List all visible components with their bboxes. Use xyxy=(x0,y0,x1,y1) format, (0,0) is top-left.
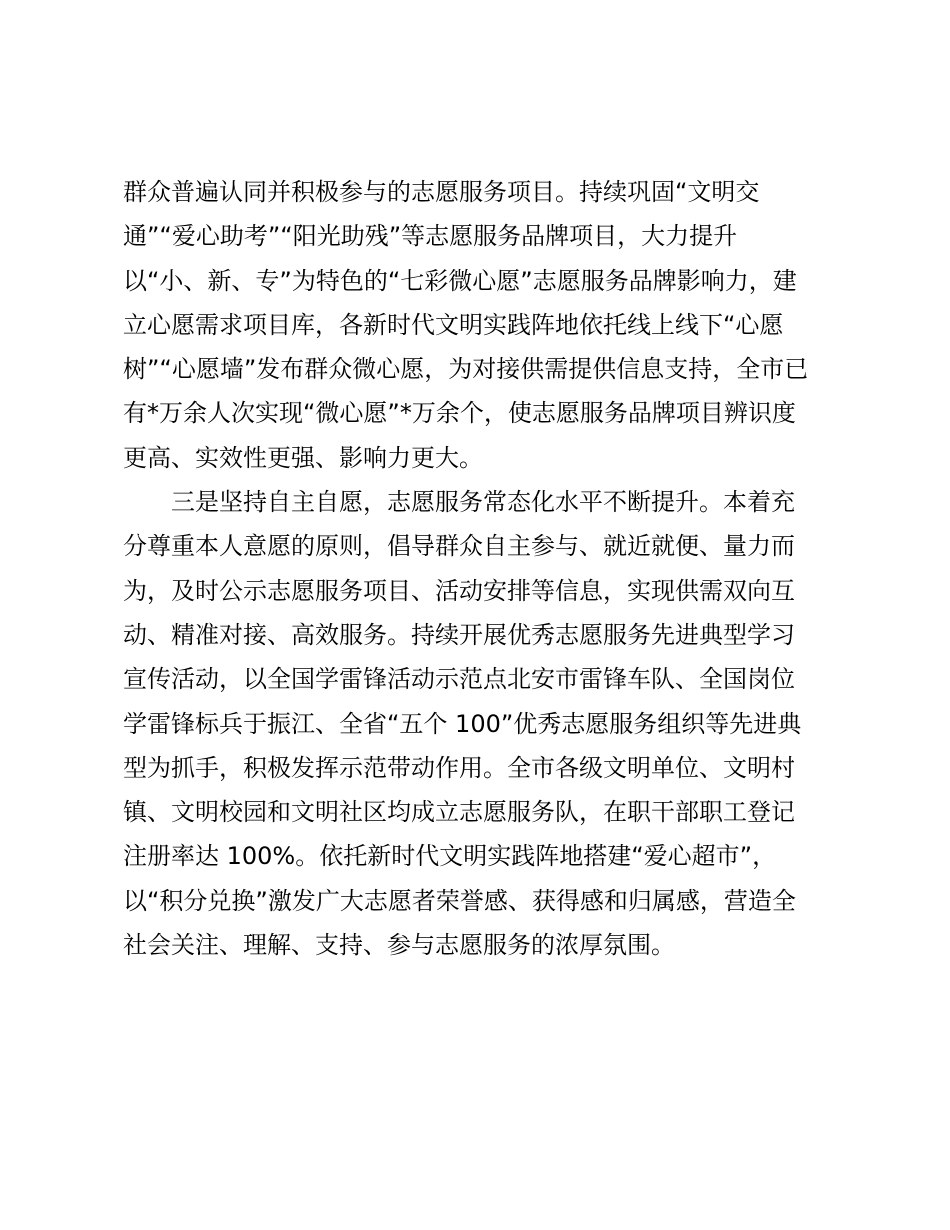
paragraph-line: 镇、文明校园和文明社区均成立志愿服务队，在职干部职工登记 xyxy=(123,798,795,827)
paragraph-line: 动、精准对接、高效服务。持续开展优秀志愿服务先进典型学习 xyxy=(123,620,795,649)
paragraph-line: 分尊重本人意愿的原则，倡导群众自主参与、就近就便、量力而 xyxy=(123,532,795,561)
paragraph-line: 群众普遍认同并积极参与的志愿服务项目。持续巩固“文明交 xyxy=(123,178,760,206)
paragraph-1 xyxy=(123,170,843,480)
body-text xyxy=(123,170,843,967)
paragraph-line: 为，及时公示志愿服务项目、活动安排等信息，实现供需双向互 xyxy=(123,576,795,605)
paragraph-line: 更高、实效性更强、影响力更大。 xyxy=(123,443,483,472)
paragraph-line: 以“积分兑换”激发广大志愿者荣誉感、获得感和归属感，营造全 xyxy=(123,886,796,915)
paragraph-line: 通”“爱心助考”“阳光助残”等志愿服务品牌项目，大力提升 xyxy=(123,222,738,251)
paragraph-2 xyxy=(123,480,843,967)
paragraph-line: 社会关注、理解、支持、参与志愿服务的浓厚氛围。 xyxy=(123,931,675,960)
paragraph-line: 树”“心愿墙”发布群众微心愿，为对接供需提供信息支持，全市已 xyxy=(123,355,809,384)
paragraph-line: 以“小、新、专”为特色的“七彩微心愿”志愿服务品牌影响力，建 xyxy=(123,266,797,295)
paragraph-line: 立心愿需求项目库，各新时代文明实践阵地依托线上线下“心愿 xyxy=(123,310,784,339)
paragraph-line: 学雷锋标兵于振江、全省“五个 100”优秀志愿服务组织等先进典 xyxy=(123,709,802,738)
paragraph-line: 有*万余人次实现“微心愿”*万余个，使志愿服务品牌项目辨识度 xyxy=(123,399,796,428)
paragraph-line: 型为抓手，积极发挥示范带动作用。全市各级文明单位、文明村 xyxy=(123,753,795,782)
paragraph-line: 宣传活动，以全国学雷锋活动示范点北安市雷锋车队、全国岗位 xyxy=(123,665,795,694)
paragraph-line: 注册率达 100%。依托新时代文明实践阵地搭建“爱心超市”， xyxy=(123,842,777,871)
paragraph-line: 三是坚持自主自愿，志愿服务常态化水平不断提升。本着充 xyxy=(171,488,795,517)
